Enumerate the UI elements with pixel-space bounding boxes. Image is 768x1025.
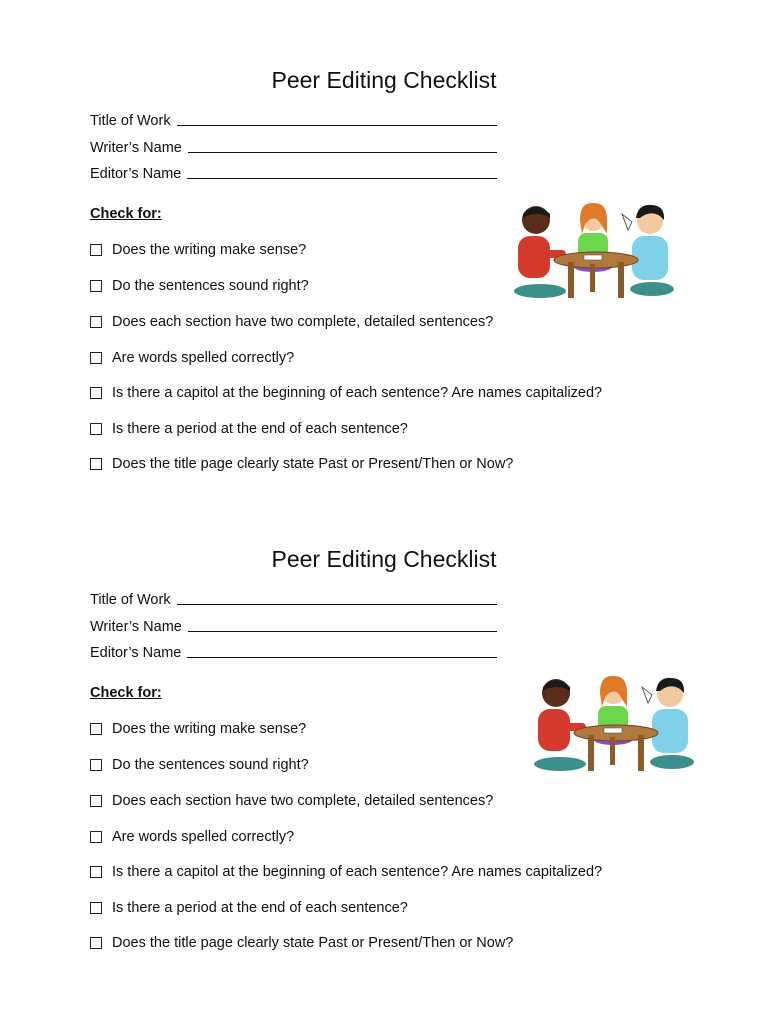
fill-in-line[interactable]	[187, 177, 497, 179]
checklist-item-text: Is there a capitol at the beginning of each sentence? Are names capitalized?	[112, 864, 603, 880]
checkbox[interactable]	[90, 759, 102, 771]
checklist-item	[90, 312, 493, 332]
checkbox[interactable]	[90, 316, 102, 328]
children-at-table-illustration	[510, 200, 678, 309]
editors-name-field	[90, 642, 497, 662]
checkbox[interactable]	[90, 831, 102, 843]
checkbox[interactable]	[90, 937, 102, 949]
checklist-item	[90, 454, 513, 474]
checklist-item	[90, 827, 294, 847]
field-label: Title of Work	[90, 592, 171, 608]
checklist-item	[90, 719, 306, 739]
checklist-item-text: Are words spelled correctly?	[112, 350, 295, 366]
checklist-title: Peer Editing Checklist	[271, 67, 497, 93]
checklist-item-text: Is there a period at the end of each sentence?	[112, 900, 408, 916]
checklist-item-text: Does the writing make sense?	[112, 242, 307, 258]
check-for-heading: Check for:	[90, 206, 162, 222]
checkbox[interactable]	[90, 458, 102, 470]
title-of-work-field	[90, 110, 497, 130]
checklist-item-text: Does the title page clearly state Past or Present/Then or Now?	[112, 456, 514, 472]
checkbox[interactable]	[90, 280, 102, 292]
checklist-2	[0, 545, 768, 1025]
field-label: Editor’s Name	[90, 645, 182, 661]
fill-in-line[interactable]	[177, 603, 497, 605]
check-for-heading: Check for:	[90, 685, 162, 701]
checkbox[interactable]	[90, 423, 102, 435]
checklist-item	[90, 276, 309, 296]
checklist-item	[90, 419, 408, 439]
checklist-item-text: Does each section have two complete, detailed sentences?	[112, 314, 494, 330]
checklist-item	[90, 898, 408, 918]
field-label: Editor’s Name	[90, 166, 182, 182]
checkbox[interactable]	[90, 387, 102, 399]
field-label: Writer’s Name	[90, 140, 182, 156]
fill-in-line[interactable]	[187, 656, 497, 658]
title-of-work-field	[90, 589, 497, 609]
checkbox[interactable]	[90, 902, 102, 914]
editors-name-field	[90, 163, 497, 183]
checklist-item-text: Does the writing make sense?	[112, 721, 307, 737]
checklist-item-text: Is there a capitol at the beginning of each sentence? Are names capitalized?	[112, 385, 603, 401]
checklist-item	[90, 240, 306, 260]
checklist-item	[90, 755, 309, 775]
checklist-item	[90, 791, 493, 811]
checkbox[interactable]	[90, 244, 102, 256]
checkbox[interactable]	[90, 352, 102, 364]
checklist-title: Peer Editing Checklist	[271, 546, 497, 572]
fill-in-line[interactable]	[188, 630, 497, 632]
checklist-item-text: Do the sentences sound right?	[112, 278, 309, 294]
checklist-item	[90, 348, 294, 368]
checklist-item	[90, 862, 602, 882]
checklist-item	[90, 383, 602, 403]
checklist-1	[0, 66, 768, 546]
checklist-item-text: Do the sentences sound right?	[112, 757, 309, 773]
checkbox[interactable]	[90, 795, 102, 807]
checklist-item-text: Are words spelled correctly?	[112, 829, 295, 845]
field-label: Title of Work	[90, 113, 171, 129]
checkbox[interactable]	[90, 723, 102, 735]
checklist-item-text: Does the title page clearly state Past or Present/Then or Now?	[112, 935, 514, 951]
checklist-item-text: Does each section have two complete, detailed sentences?	[112, 793, 494, 809]
checkbox[interactable]	[90, 866, 102, 878]
fill-in-line[interactable]	[188, 151, 497, 153]
checklist-item	[90, 933, 513, 953]
field-label: Writer’s Name	[90, 619, 182, 635]
writers-name-field	[90, 616, 497, 636]
fill-in-line[interactable]	[177, 124, 497, 126]
writers-name-field	[90, 137, 497, 157]
children-at-table-illustration	[530, 673, 698, 782]
checklist-item-text: Is there a period at the end of each sentence?	[112, 421, 408, 437]
